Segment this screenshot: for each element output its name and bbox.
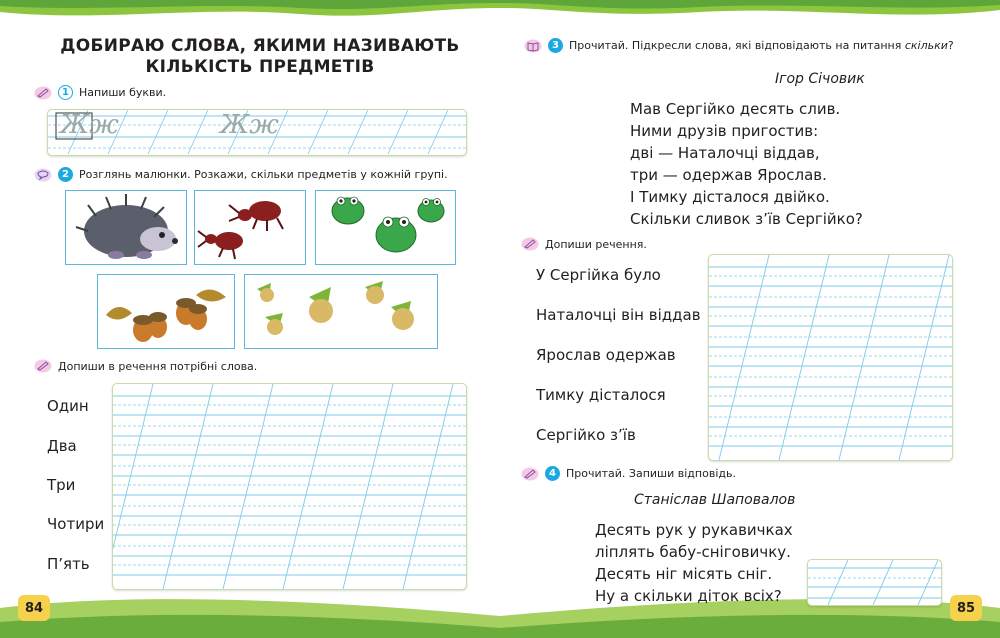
word-five: П’ять (47, 555, 90, 573)
pencil-hand-icon (521, 237, 539, 251)
task-1-number: 1 (58, 85, 73, 100)
word-four: Чотири (47, 515, 105, 533)
word-one: Один (47, 397, 89, 415)
pencil-hand-icon (521, 467, 539, 481)
sentence-4: Тимку дісталося (536, 386, 666, 404)
word-two: Два (47, 437, 77, 455)
poem1-line: Скільки сливок з’їв Сергійко? (630, 210, 863, 228)
task-fill-right-text: Допиши речення. (545, 237, 647, 251)
task-4 (521, 466, 736, 481)
task-3-number: 3 (548, 38, 563, 53)
answer-writing-area[interactable] (807, 559, 942, 606)
task-4-text: Прочитай. Запиши відповідь. (566, 467, 736, 480)
poem2 (595, 519, 793, 607)
task-3-text-end: ? (947, 39, 954, 52)
poem2-line: ліплять бабу-сніговичку. (595, 543, 791, 561)
page-number-right: 85 (950, 595, 982, 621)
task-fill-left-text: Допиши в речення потрібні слова. (58, 359, 258, 373)
sentence-1: У Сергійка було (536, 266, 661, 284)
hedgehog-picture (65, 190, 187, 265)
letters-writing-area[interactable] (47, 109, 467, 156)
task-3 (524, 38, 954, 53)
letter-sample-2: Жж (220, 110, 279, 140)
sentence-2: Наталочці він віддав (536, 306, 701, 324)
poem2-author: Станіслав Шаповалов (634, 492, 796, 508)
hazelnuts-picture (244, 274, 438, 349)
poem1-line: Мав Сергійко десять слив. (630, 100, 841, 118)
task-4-number: 4 (545, 466, 560, 481)
left-writing-lines (113, 384, 466, 589)
sentence-5: Сергійко з’їв (536, 426, 636, 444)
acorns-picture (97, 274, 235, 349)
sentence-3: Ярослав одержав (536, 346, 676, 364)
beetles-picture (194, 190, 306, 265)
word-three: Три (47, 476, 76, 494)
frogs-picture (315, 190, 456, 265)
task-fill-left (34, 359, 257, 373)
task-2 (34, 167, 448, 182)
task-1-text: Напиши букви. (79, 86, 167, 99)
page-title (60, 36, 460, 78)
poem2-line: Ну а скільки діток всіх? (595, 587, 782, 605)
top-wave (0, 0, 1000, 30)
pencil-hand-icon (34, 86, 52, 100)
task-3-text (569, 39, 954, 52)
poem2-line: Десять ніг місять сніг. (595, 565, 773, 583)
page-number-left: 84 (18, 595, 50, 621)
answer-lines (808, 560, 941, 605)
right-writing-lines (709, 255, 952, 460)
task-3-text-em: скільки (904, 39, 948, 52)
poem1-line: дві — Наталочці віддав, (630, 144, 820, 162)
speech-bubble-icon (34, 168, 52, 182)
task-3-text-main: Прочитай. Підкресли слова, які відповідають на питання (569, 39, 905, 52)
poem1-line: три — одержав Ярослав. (630, 166, 827, 184)
right-writing-area[interactable] (708, 254, 953, 461)
pencil-hand-icon (34, 359, 52, 373)
poem2-line: Десять рук у рукавичках (595, 521, 793, 539)
title-line-1: ДОБИРАЮ СЛОВА, ЯКИМИ НАЗИВАЮТЬ (60, 36, 460, 56)
title-line-2: КІЛЬКІСТЬ ПРЕДМЕТІВ (145, 57, 375, 77)
task-2-number: 2 (58, 167, 73, 182)
task-fill-right (521, 237, 647, 251)
poem1-line: Ними друзів пригостив: (630, 122, 819, 140)
poem1 (630, 98, 863, 230)
left-writing-area[interactable] (112, 383, 467, 590)
letter-sample-1: Жж (60, 110, 119, 140)
task-2-text: Розглянь малюнки. Розкажи, скільки предметів у кожній групі. (79, 168, 448, 181)
book-icon (524, 39, 542, 53)
poem1-line: І Тимку дісталося двійко. (630, 188, 830, 206)
task-1 (34, 85, 166, 100)
poem1-author: Ігор Січовик (775, 71, 865, 87)
